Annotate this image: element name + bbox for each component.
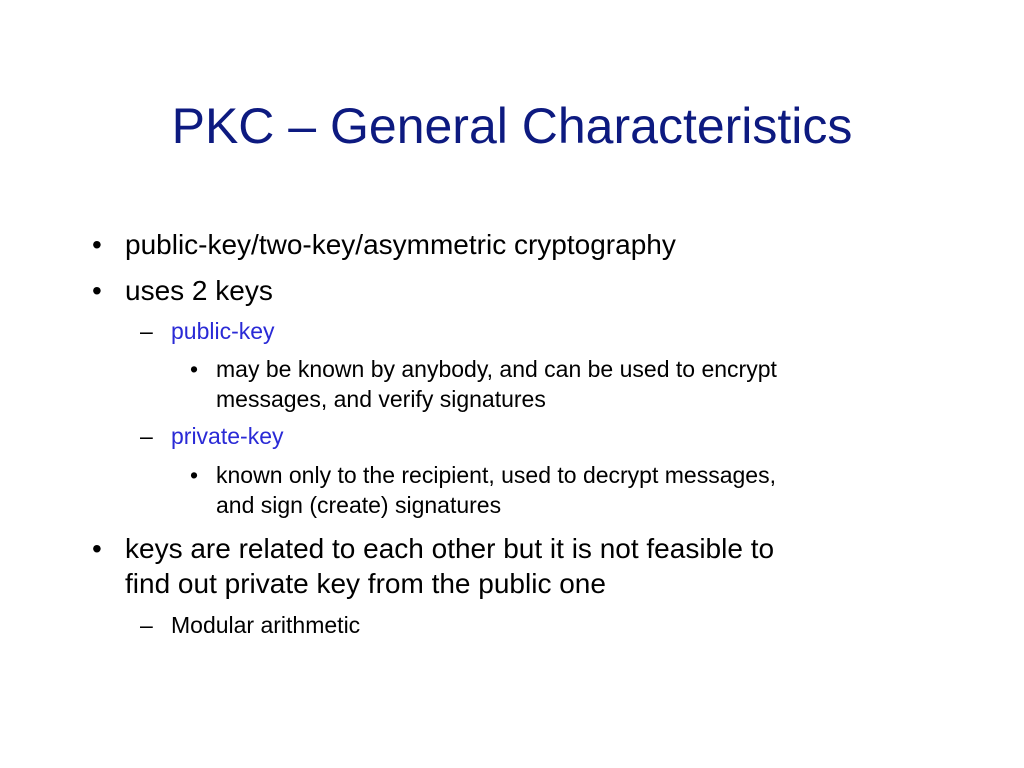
list-item-level3-line: messages, and verify signatures — [216, 386, 546, 412]
slide-title: PKC – General Characteristics — [171, 98, 853, 154]
list-item-level3-line: and sign (create) signatures — [216, 492, 502, 518]
bullet-icon: • — [92, 533, 102, 564]
dash-icon: – — [140, 612, 153, 638]
bullet-icon: • — [92, 229, 102, 260]
list-item-level1-line: keys are related to each other but it is not feasible to — [125, 533, 775, 564]
list-item-level1: public-key/two-key/asymmetric cryptography — [125, 229, 676, 260]
list-item-level3-line: known only to the recipient, used to decrypt messages, — [216, 462, 776, 488]
dash-icon: – — [140, 318, 153, 344]
list-item-level2-private-key: private-key — [171, 423, 284, 449]
list-item-level1: uses 2 keys — [125, 275, 273, 306]
dash-icon: – — [140, 423, 153, 449]
list-item-level3-line: may be known by anybody, and can be used to encrypt — [216, 356, 777, 382]
list-item-level1-line: find out private key from the public one — [125, 568, 606, 599]
bullet-icon: • — [190, 356, 199, 382]
bullet-icon: • — [190, 462, 199, 488]
bullet-icon: • — [92, 275, 102, 306]
list-item-level2-modular-arithmetic: Modular arithmetic — [171, 612, 361, 638]
list-item-level2-public-key: public-key — [171, 318, 275, 344]
